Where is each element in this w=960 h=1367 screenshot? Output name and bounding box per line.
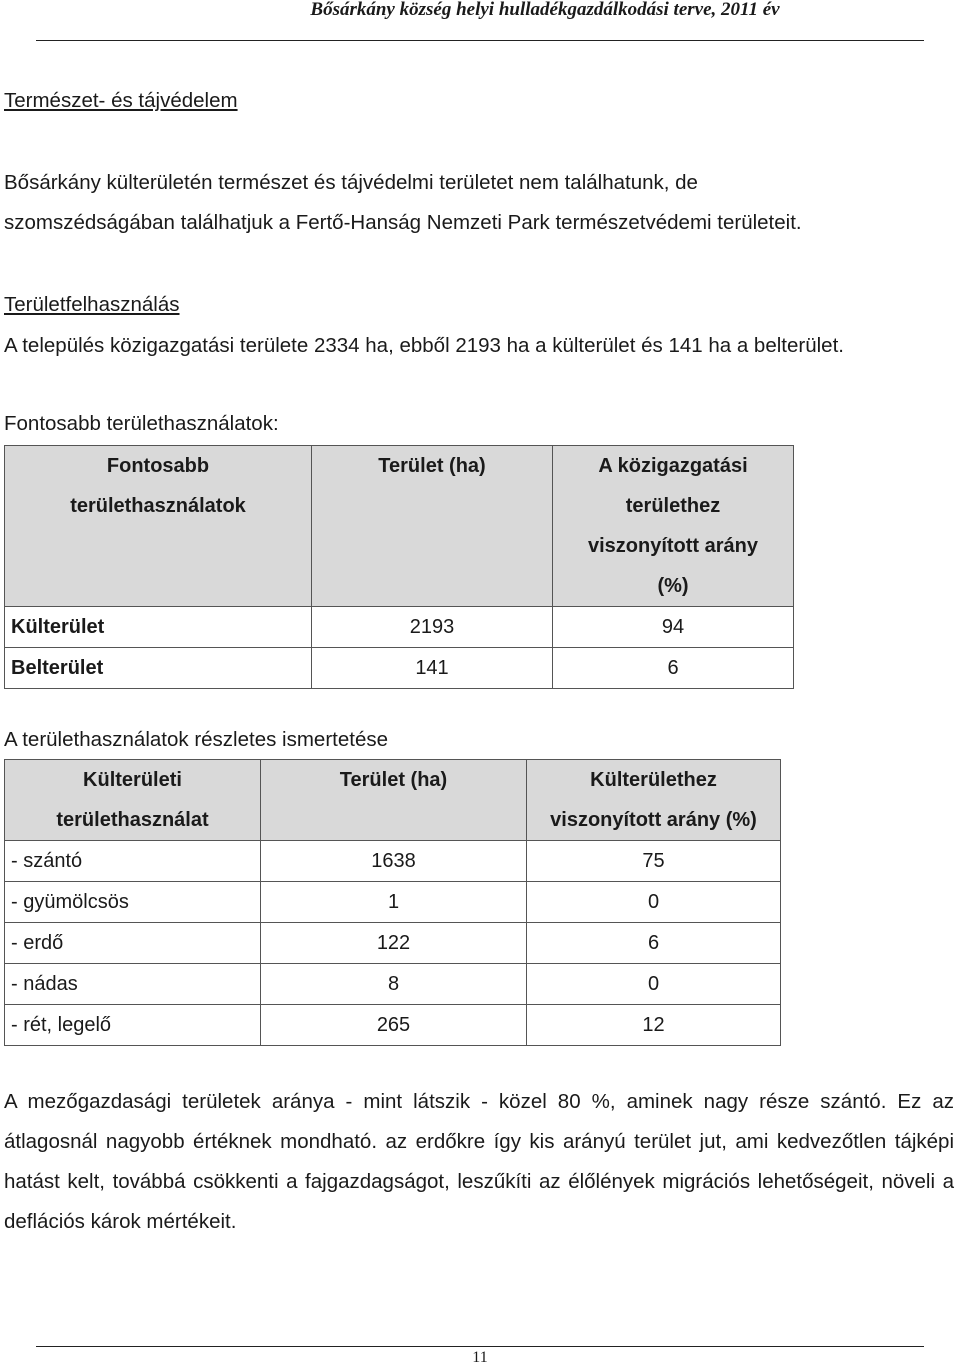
- header-rule: [36, 40, 924, 41]
- table-header-row: [5, 760, 781, 841]
- row-label: - szántó: [5, 841, 261, 882]
- table-header-row: [5, 446, 794, 607]
- row-ratio: 0: [527, 882, 781, 923]
- main-land-use-table: [4, 445, 794, 689]
- row-label: - rét, legelő: [5, 1005, 261, 1046]
- header-text: viszonyított arány: [587, 535, 759, 557]
- row-area: 1638: [261, 841, 527, 882]
- row-ratio: 94: [553, 607, 794, 648]
- header-text: Külterülethez: [590, 769, 717, 791]
- row-area: 8: [261, 964, 527, 1005]
- header-text: területhasználatok: [70, 495, 246, 517]
- row-area: 141: [312, 648, 553, 689]
- page-number: 11: [472, 1349, 488, 1366]
- header-text: A közigazgatási: [598, 455, 748, 477]
- row-ratio: 6: [553, 648, 794, 689]
- row-ratio: 75: [527, 841, 781, 882]
- heading-land-use: Területfelhasználás: [4, 293, 180, 316]
- row-area: 122: [261, 923, 527, 964]
- nature-text-line-1: Bősárkány külterületén természet és tájvédelmi területet nem találhatunk, de: [4, 171, 698, 194]
- row-ratio: 12: [527, 1005, 781, 1046]
- table2-caption: A területhasználatok részletes ismertetése: [4, 728, 388, 751]
- header-text: Külterületi: [83, 769, 182, 791]
- table-row: [5, 1005, 781, 1046]
- table-row: [5, 923, 781, 964]
- header-cell-ratio: [527, 760, 781, 841]
- table-row: [5, 607, 794, 648]
- header-text: Terület (ha): [378, 455, 486, 477]
- document-header-title: Bősárkány község helyi hulladékgazdálkodási terve, 2011 év: [310, 0, 780, 20]
- row-area: 2193: [312, 607, 553, 648]
- header-cell-area: [312, 446, 553, 607]
- table-row: [5, 648, 794, 689]
- closing-paragraph: A mezőgazdasági területek aránya - mint látszik - közel 80 %, aminek nagy része szántó. Ez az átlagosnál nagyobb értéknek mondható. az erdőkre így kis arányú terület jut, ami kedvezőtlen tájképi hatást kelt, továbbá csökkenti a fajgazdagságot, leszűkíti az élőlények migrációs lehetőségeit, növeli a deflációs károk mértékeit.: [4, 1090, 954, 1233]
- header-cell-area: [261, 760, 527, 841]
- header-cell-external-land-use: [5, 760, 261, 841]
- header-text: területhasználat: [56, 809, 209, 831]
- header-text: viszonyított arány (%): [550, 809, 757, 831]
- header-text: területhez: [625, 495, 721, 517]
- detailed-land-use-table: [4, 759, 781, 1046]
- row-label: Külterület: [5, 607, 312, 648]
- land-use-text: A település közigazgatási területe 2334 ha, ebből 2193 ha a külterület és 141 ha a belterület.: [4, 334, 844, 357]
- table1-caption: Fontosabb területhasználatok:: [4, 412, 279, 435]
- table-row: [5, 841, 781, 882]
- header-cell-ratio: [553, 446, 794, 607]
- row-area: 265: [261, 1005, 527, 1046]
- table-row: [5, 882, 781, 923]
- row-area: 1: [261, 882, 527, 923]
- row-label: - gyümölcsös: [5, 882, 261, 923]
- heading-nature-protection: Természet- és tájvédelem: [4, 89, 238, 112]
- row-ratio: 6: [527, 923, 781, 964]
- header-text: Terület (ha): [339, 769, 448, 791]
- header-text: Fontosabb: [106, 455, 210, 477]
- row-label: - nádas: [5, 964, 261, 1005]
- row-ratio: 0: [527, 964, 781, 1005]
- header-text: (%): [657, 575, 689, 597]
- footer-rule: [36, 1346, 924, 1347]
- nature-text-line-2: szomszédságában találhatjuk a Fertő-Hanság Nemzeti Park természetvédemi területeit.: [4, 211, 802, 234]
- row-label: - erdő: [5, 923, 261, 964]
- table-row: [5, 964, 781, 1005]
- header-cell-land-use: [5, 446, 312, 607]
- row-label: Belterület: [5, 648, 312, 689]
